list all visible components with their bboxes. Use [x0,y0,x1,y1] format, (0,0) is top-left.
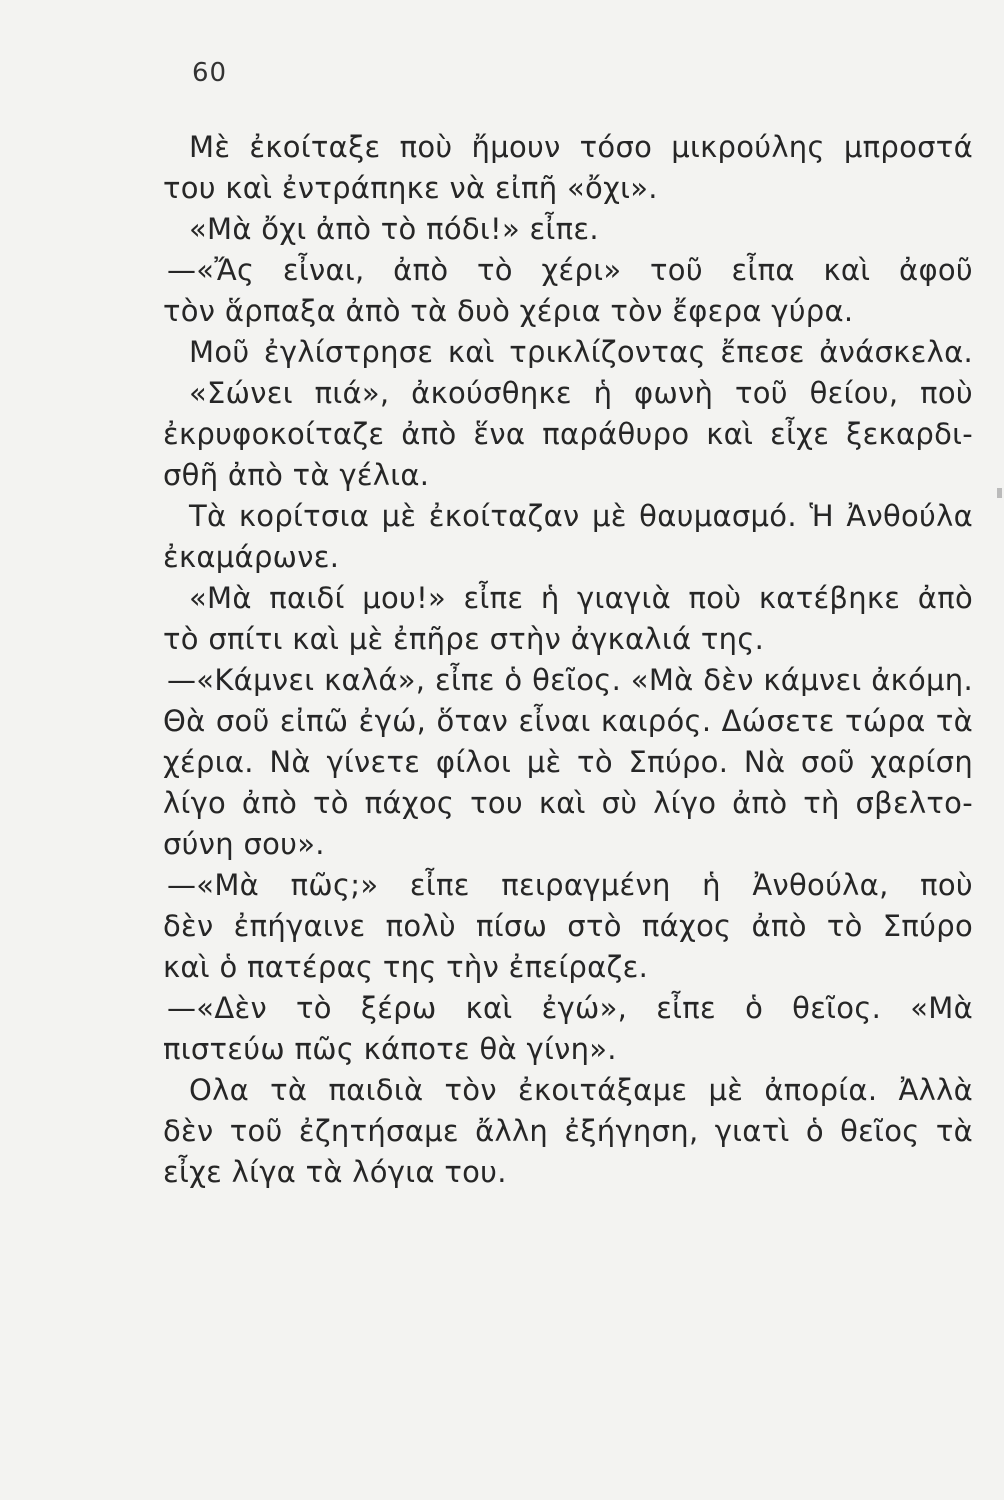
text-line: του καὶ ἐντράπηκε νὰ εἰπῆ «ὄχι». [163,171,658,205]
text-line: τὸ σπίτι καὶ μὲ ἐπῆρε στὴν ἀγκαλιά της. [163,622,765,656]
page-number: 60 [192,58,228,88]
text-line: «Μὰ παιδί μου!» εἶπε ἡ γιαγιὰ ποὺ κατέβηκε ἀπὸ [189,581,973,615]
text-line: χέρια. Νὰ γίνετε φίλοι μὲ τὸ Σπύρο. Νὰ σοῦ χαρίση [163,745,973,779]
text-line: «Μὰ ὄχι ἀπὸ τὸ πόδι!» εἶπε. [189,212,599,246]
text-line: πιστεύω πῶς κάποτε θὰ γίνη». [163,1032,617,1066]
text-line: δὲν ἐπήγαινε πολὺ πίσω στὸ πάχος ἀπὸ τὸ Σπύρο [163,909,973,943]
text-line: Θὰ σοῦ εἰπῶ ἐγώ, ὅταν εἶναι καιρός. Δώσετε τώρα τὰ [163,704,973,738]
text-line: ἐκαμάρωνε. [163,540,340,574]
text-line: ἐκρυφοκοίταζε ἀπὸ ἕνα παράθυρο καὶ εἶχε ξεκαρδι- [163,417,973,451]
text-line: εἶχε λίγα τὰ λόγια του. [163,1155,507,1189]
text-line: σύνη σου». [163,827,325,861]
text-line: δὲν τοῦ ἐζητήσαμε ἄλλη ἐξήγηση, γιατὶ ὁ θεῖος τὰ [163,1114,973,1148]
text-line: Τὰ κορίτσια μὲ ἐκοίταζαν μὲ θαυμασμό. Ἡ Ἀνθούλα [189,499,973,533]
text-line: «Σώνει πιά», ἀκούσθηκε ἡ φωνὴ τοῦ θείου, ποὺ [189,376,973,410]
text-line: —«Ἄς εἶναι, ἀπὸ τὸ χέρι» τοῦ εἶπα καὶ ἀφοῦ [167,253,973,287]
text-line: —«Κάμνει καλά», εἶπε ὁ θεῖος. «Μὰ δὲν κάμνει ἀκόμη. [167,663,973,697]
text-line: Μοῦ ἐγλίστρησε καὶ τρικλίζοντας ἔπεσε ἀνάσκελα. [189,335,973,369]
text-line: λίγο ἀπὸ τὸ πάχος του καὶ σὺ λίγο ἀπὸ τὴ σβελτο- [163,786,973,820]
body-text [163,127,973,1193]
text-line: Μὲ ἐκοίταξε ποὺ ἤμουν τόσο μικρούλης μπροστά [189,130,973,164]
text-line: σθῆ ἀπὸ τὰ γέλια. [163,458,430,492]
text-line: Ολα τὰ παιδιὰ τὸν ἐκοιτάξαμε μὲ ἀπορία. Ἀλλὰ [189,1073,973,1107]
text-line: —«Δὲν τὸ ξέρω καὶ ἐγώ», εἶπε ὁ θεῖος. «Μὰ [167,991,973,1025]
page-edge-mark [997,488,1002,498]
text-line: —«Μὰ πῶς;» εἶπε πειραγμένη ἡ Ἀνθούλα, ποὺ [167,868,973,902]
text-line: καὶ ὁ πατέρας της τὴν ἐπείραζε. [163,950,649,984]
text-line: τὸν ἅρπαξα ἀπὸ τὰ δυὸ χέρια τὸν ἔφερα γύρα. [163,294,854,328]
